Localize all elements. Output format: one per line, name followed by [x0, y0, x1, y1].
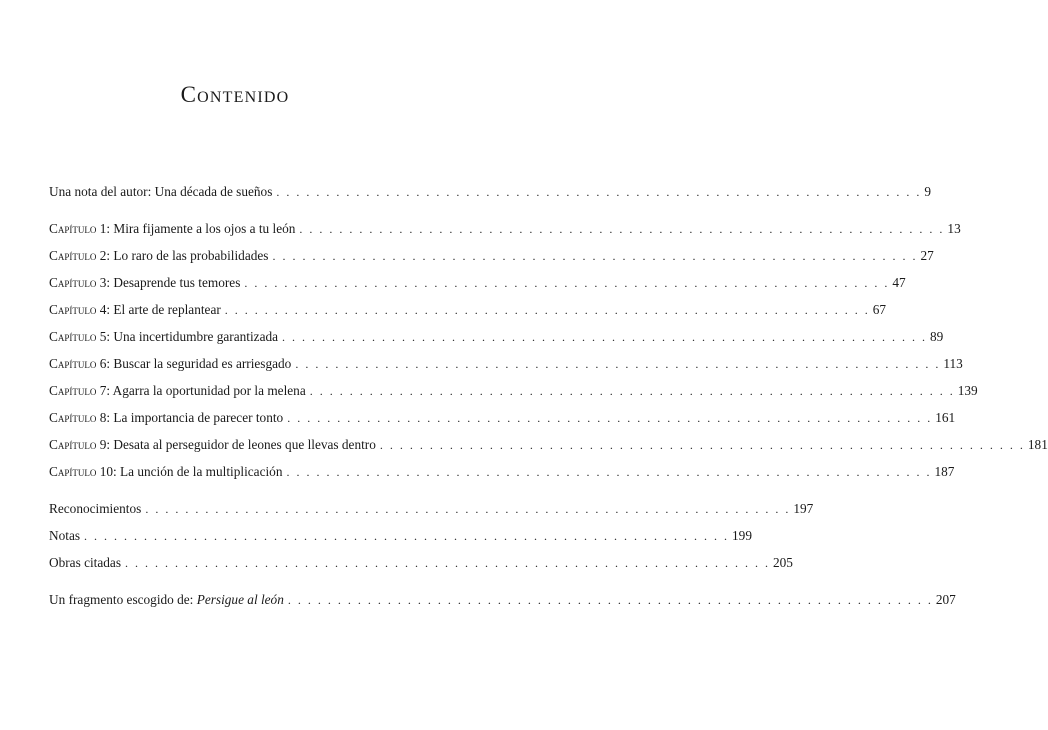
dot-leader: . . . . . . . . . . . . . . . . . . . . . . . . . . . . . . . . . . . . . . . . . . . . . . . . . . . . . . . . . . . . . . . . . — [224, 303, 870, 317]
toc-entry-page: 9 — [924, 184, 932, 199]
dot-leader: . . . . . . . . . . . . . . . . . . . . . . . . . . . . . . . . . . . . . . . . . . . . . . . . . . . . . . . . . . . . . . . . . — [286, 465, 932, 479]
toc-entry-label: Capítulo 5: Una incertidumbre garantizada — [49, 329, 279, 344]
dot-leader: . . . . . . . . . . . . . . . . . . . . . . . . . . . . . . . . . . . . . . . . . . . . . . . . . . . . . . . . . . . . . . . . . — [299, 222, 945, 236]
dot-leader: . . . . . . . . . . . . . . . . . . . . . . . . . . . . . . . . . . . . . . . . . . . . . . . . . . . . . . . . . . . . . . . . . — [145, 502, 791, 516]
toc-entry-label: Capítulo 6: Buscar la seguridad es arriesgado — [49, 356, 292, 371]
toc-entry-chapter-9 — [49, 437, 1048, 455]
toc-entry-label: Capítulo 2: Lo raro de las probabilidades — [49, 248, 269, 263]
toc-entry-chapter-1 — [49, 221, 961, 239]
dot-leader: . . . . . . . . . . . . . . . . . . . . . . . . . . . . . . . . . . . . . . . . . . . . . . . . . . . . . . . . . . . . . . . . . — [295, 357, 941, 371]
toc-entry-label: Capítulo 10: La unción de la multiplicación — [49, 464, 283, 479]
toc-entry-author-note — [49, 184, 932, 202]
dot-leader: . . . . . . . . . . . . . . . . . . . . . . . . . . . . . . . . . . . . . . . . . . . . . . . . . . . . . . . . . . . . . . . . . — [244, 276, 890, 290]
toc-entry-label: Notas — [49, 528, 81, 543]
toc-entry-label: Capítulo 3: Desaprende tus temores — [49, 275, 241, 290]
dot-leader: . . . . . . . . . . . . . . . . . . . . . . . . . . . . . . . . . . . . . . . . . . . . . . . . . . . . . . . . . . . . . . . . . — [282, 330, 928, 344]
toc-entry-chapter-6 — [49, 356, 963, 374]
toc-entry-page: 113 — [943, 356, 963, 371]
toc-entry-page: 67 — [872, 302, 887, 317]
dot-leader: . . . . . . . . . . . . . . . . . . . . . . . . . . . . . . . . . . . . . . . . . . . . . . . . . . . . . . . . . . . . . . . . . — [379, 438, 1025, 452]
toc-entry-chapter-2 — [49, 248, 934, 266]
toc-entry-page: 13 — [947, 221, 961, 236]
toc-entry-label: Capítulo 1: Mira fijamente a los ojos a tu león — [49, 221, 296, 236]
toc-entry-page: 89 — [930, 329, 944, 344]
toc-title: Contenido — [180, 82, 290, 107]
toc-entry-chapter-4 — [49, 302, 887, 320]
toc-entry-page: 197 — [793, 501, 814, 516]
toc-entry-label: Capítulo 9: Desata al perseguidor de leones que llevas dentro — [49, 437, 376, 452]
toc-entry-page: 47 — [892, 275, 906, 290]
dot-leader: . . . . . . . . . . . . . . . . . . . . . . . . . . . . . . . . . . . . . . . . . . . . . . . . . . . . . . . . . . . . . . . . . — [125, 556, 770, 570]
toc-entry-page: 139 — [957, 383, 978, 398]
dot-leader: . . . . . . . . . . . . . . . . . . . . . . . . . . . . . . . . . . . . . . . . . . . . . . . . . . . . . . . . . . . . . . . . . — [287, 411, 933, 425]
dot-leader: . . . . . . . . . . . . . . . . . . . . . . . . . . . . . . . . . . . . . . . . . . . . . . . . . . . . . . . . . . . . . . . . . — [272, 249, 918, 263]
toc-entry-page: 199 — [732, 528, 752, 543]
toc-entry-label: Un fragmento escogido de: Persigue al león — [49, 592, 284, 607]
dot-leader: . . . . . . . . . . . . . . . . . . . . . . . . . . . . . . . . . . . . . . . . . . . . . . . . . . . . . . . . . . . . . . . . . — [309, 384, 955, 398]
toc-entry-page: 27 — [920, 248, 934, 263]
toc-entry-chapter-7 — [49, 383, 978, 401]
toc-entry-chapter-5 — [49, 329, 944, 347]
toc-entry-acknowledgments — [49, 501, 814, 519]
toc-entry-page: 187 — [934, 464, 955, 479]
toc-entry-label: Capítulo 8: La importancia de parecer tonto — [49, 410, 284, 425]
book-title-italic: Persigue al león — [196, 592, 284, 607]
toc-entry-chapter-3 — [49, 275, 906, 293]
dot-leader: . . . . . . . . . . . . . . . . . . . . . . . . . . . . . . . . . . . . . . . . . . . . . . . . . . . . . . . . . . . . . . . . . — [84, 529, 730, 543]
dot-leader: . . . . . . . . . . . . . . . . . . . . . . . . . . . . . . . . . . . . . . . . . . . . . . . . . . . . . . . . . . . . . . . . . — [276, 185, 922, 199]
toc-entry-page: 205 — [773, 555, 793, 570]
toc-entry-notes — [49, 528, 752, 546]
toc-entry-excerpt — [49, 592, 956, 610]
toc-entry-chapter-8 — [49, 410, 956, 428]
toc-entry-page: 207 — [935, 592, 956, 607]
toc-entry-works-cited — [49, 555, 793, 573]
toc-entry-label: Capítulo 4: El arte de replantear — [49, 302, 221, 317]
toc-entry-page: 161 — [935, 410, 956, 425]
toc-entry-chapter-10 — [49, 464, 955, 482]
dot-leader: . . . . . . . . . . . . . . . . . . . . . . . . . . . . . . . . . . . . . . . . . . . . . . . . . . . . . . . . . . . . . . . . . — [287, 593, 933, 607]
toc-entry-page: 181 — [1027, 437, 1048, 452]
toc-entry-label: Una nota del autor: Una década de sueños — [49, 184, 273, 199]
toc-entry-label: Reconocimientos — [49, 501, 142, 516]
toc-entry-label: Obras citadas — [49, 555, 121, 570]
toc-entry-label: Capítulo 7: Agarra la oportunidad por la melena — [49, 383, 306, 398]
